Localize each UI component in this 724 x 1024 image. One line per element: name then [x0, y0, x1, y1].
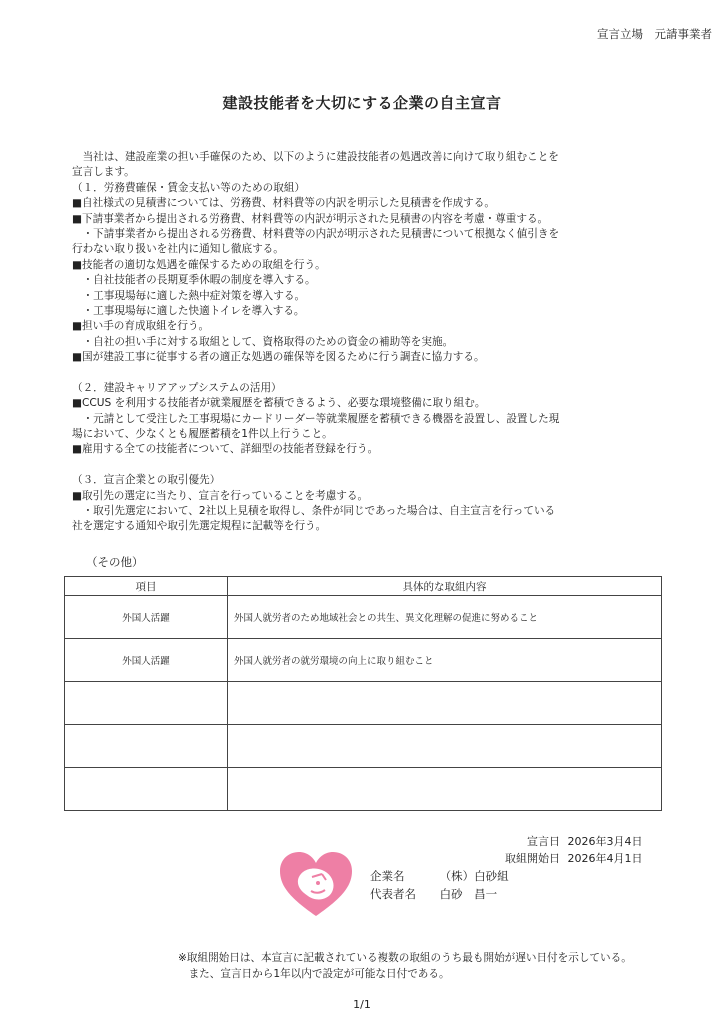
section-heading-3: （３．宣言企業との取引優先） [72, 474, 221, 487]
body-line: ■雇用する全ての技能者について、詳細型の技能者登録を行う。 [72, 443, 379, 456]
table-row [65, 725, 662, 768]
table-row [65, 596, 662, 639]
footnote-line: また、宣言日から1年以内で設定が可能な日付である。 [178, 967, 450, 980]
body-line: 行わない取り扱いを社内に通知し徹底する。 [72, 243, 284, 256]
item-cell [65, 725, 228, 768]
page-title: 建設技能者を大切にする企業の自主宣言 [222, 94, 502, 112]
body-line: ■国が建設工事に従事する者の適正な処遇の確保等を図るために行う調査に協力する。 [72, 351, 485, 364]
body-line: 宣言します。 [72, 166, 135, 179]
column-header-item: 項目 [65, 577, 228, 596]
table-row [65, 682, 662, 725]
item-cell: 外国人活躍 [65, 639, 228, 682]
start-date-row [484, 850, 643, 867]
start-date-label: 取組開始日 [505, 852, 560, 865]
representative-label: 代表者名 [370, 887, 416, 901]
start-date: 2026年4月1日 [567, 852, 643, 865]
table-row [65, 768, 662, 811]
body-line: 場において、少なくとも履歴蓄積を1件以上行うこと。 [72, 428, 333, 441]
other-section-heading: （その他） [86, 555, 144, 569]
company-info [370, 867, 509, 903]
body-line: 社を選定する通知や取引先選定規程に記載等を行う。 [72, 520, 327, 533]
table-row [65, 639, 662, 682]
column-header-content: 具体的な取組内容 [228, 577, 662, 596]
declaration-dates [484, 833, 643, 867]
body-line: ■自社様式の見積書については、労務費、材料費等の内訳を明示した見積書を作成する。 [72, 197, 495, 210]
body-line: ■担い手の育成取組を行う。 [72, 320, 210, 333]
section-heading-1: （１．労務費確保・賃金支払い等のための取組） [72, 181, 306, 194]
body-line: ・自社の担い手に対する取組として、資格取得のための資金の補助等を実施。 [72, 335, 454, 348]
body-line: 当社は、建設産業の担い手確保のため、以下のように建設技能者の処遇改善に向けて取り組むことを [72, 151, 559, 163]
body-line: ・下請事業者から提出される労務費、材料費等の内訳が明示された見積書について根拠なく値引きを [72, 227, 560, 240]
section-heading-2: （２．建設キャリアアップシステムの活用） [72, 381, 282, 394]
footnote-line: ※取組開始日は、本宣言に記載されている複数の取組のうち最も開始が遅い日付を示している。 [178, 952, 632, 964]
declaration-date: 2026年3月4日 [567, 835, 643, 848]
spacer [72, 365, 672, 380]
company-name-row [370, 867, 509, 885]
declaration-position-label: 宣言立場 元請事業者 [597, 27, 712, 41]
company-name: （株）白砂組 [439, 869, 509, 883]
body-line: ・工事現場毎に適した快適トイレを導入する。 [72, 304, 305, 317]
representative-name: 白砂 昌一 [439, 887, 498, 901]
body-line: ・取引先選定において、2社以上見積を取得し、条件が同じであった場合は、自主宣言を行っている [72, 504, 556, 517]
body-line: ■下請事業者から提出される労務費、材料費等の内訳が明示された見積書の内容を考慮・尊重する。 [72, 212, 549, 225]
representative-row [370, 885, 509, 903]
footnote [178, 951, 632, 982]
body-line: ■取引先の選定に当たり、宣言を行っていることを考慮する。 [72, 489, 369, 502]
body-line: ■技能者の適切な処遇を確保するための取組を行う。 [72, 258, 326, 271]
content-cell: 外国人就労者の就労環境の向上に取り組むこと [228, 639, 662, 682]
heart-face-logo-icon [278, 850, 354, 920]
spacer [72, 458, 672, 473]
item-cell: 外国人活躍 [65, 596, 228, 639]
table-header-row [65, 577, 662, 596]
declaration-body [72, 150, 672, 535]
content-cell: 外国人就労者のため地域社会との共生、異文化理解の促進に努めること [228, 596, 662, 639]
content-cell [228, 768, 662, 811]
declaration-date-label: 宣言日 [527, 835, 560, 848]
content-cell [228, 725, 662, 768]
company-name-label: 企業名 [370, 869, 405, 883]
item-cell [65, 682, 228, 725]
content-cell [228, 682, 662, 725]
declaration-date-row [484, 833, 643, 850]
item-cell [65, 768, 228, 811]
page-number: 1/1 [353, 998, 371, 1011]
body-line: ・元請として受注した工事現場にカードリーダー等就業履歴を蓄積できる機器を設置し、設置した現 [72, 412, 560, 425]
body-line: ■CCUS を利用する技能者が就業履歴を蓄積できるよう、必要な環境整備に取り組む。 [72, 397, 486, 410]
other-initiatives-table [64, 576, 662, 811]
body-line: ・工事現場毎に適した熱中症対策を導入する。 [72, 289, 306, 302]
body-line: ・自社技能者の長期夏季休暇の制度を導入する。 [72, 274, 316, 287]
